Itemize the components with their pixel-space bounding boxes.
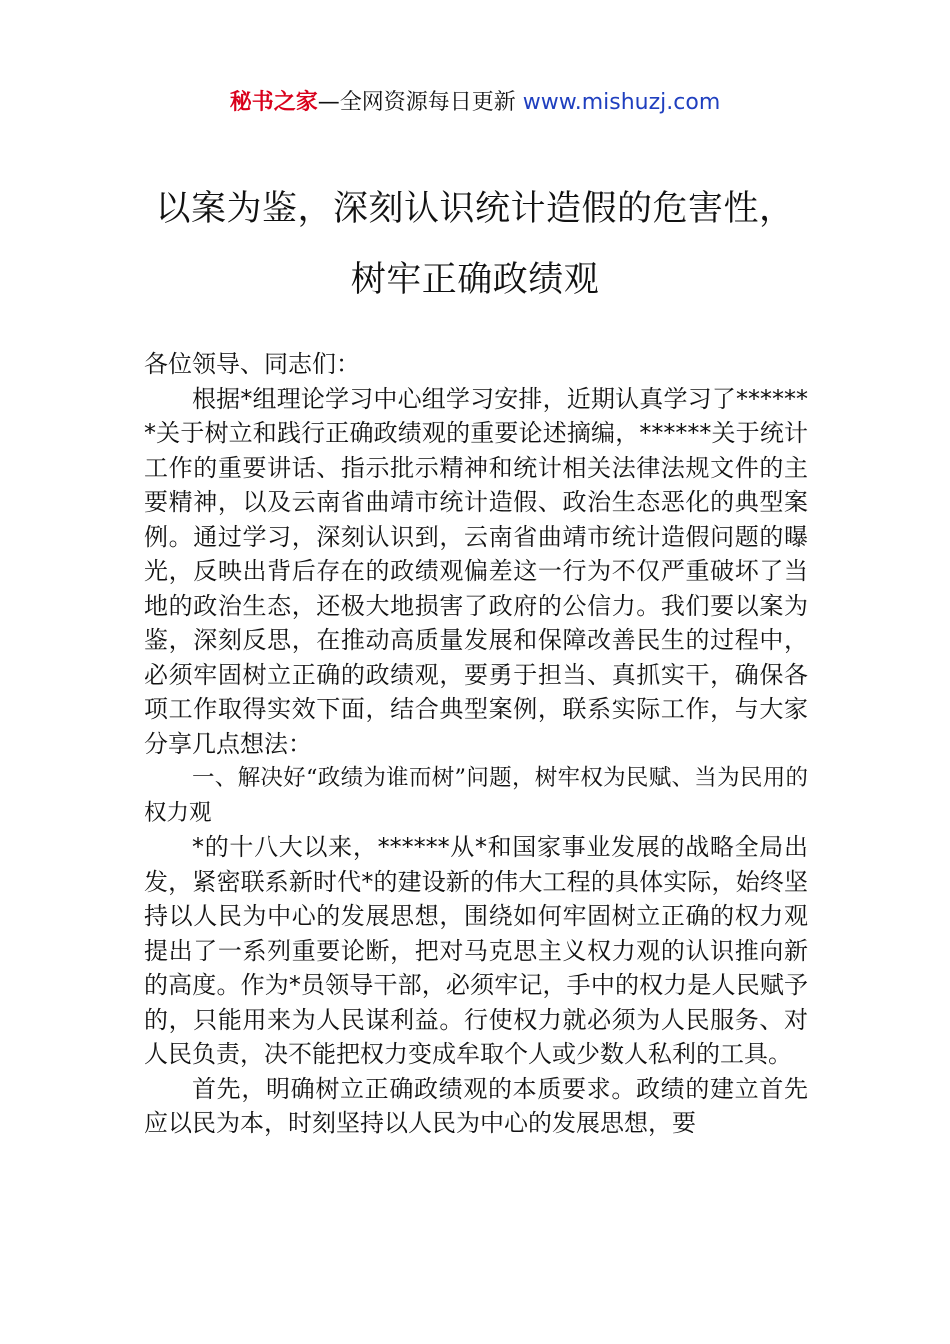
paragraph-section-1: *的十八大以来，******从*和国家事业发展的战略全局出发，紧密联系新时代*的建设新的伟大工程的具体实际，始终坚持以人民为中心的发展思想，围绕如何牢固树立正确的权力观提出了一系列重要论断，把对马克思主义权力观的认识推向新的高度。作为*员领导干部，必须牢记，手中的权力是人民赋予的，只能用来为人民谋利益。行使权力就必须为人民服务、对人民负责，决不能把权力变成牟取个人或少数人私利的工具。: [144, 833, 808, 1068]
document-title-line-1: 以案为鉴，深刻认识统计造假的危害性，: [155, 189, 795, 229]
paragraph-intro: 根据*组理论学习中心组学习安排，近期认真学习了*******关于树立和践行正确政绩观的重要论述摘编，******关于统计工作的重要讲话、指示批示精神和统计相关法律法规文件的主要精神，以及云南省曲靖市统计造假、政治生态恶化的典型案例。通过学习，深刻认识到，云南省曲靖市统计造假问题的曝光，反映出背后存在的政绩观偏差这一行为不仅严重破坏了当地的政治生态，还极大地损害了政府的公信力。我们要以案为鉴，深刻反思，在推动高质量发展和保障改善民生的过程中，必须牢固树立正确的政绩观，要勇于担当、真抓实干，确保各项工作取得实效下面，结合典型案例，联系实际工作，与大家分享几点想法：: [144, 384, 808, 758]
site-url-link[interactable]: www.mishuzj.com: [522, 90, 721, 115]
document-body: [144, 347, 808, 1141]
salutation: 各位领导、同志们：: [144, 350, 360, 378]
site-brand: 秘书之家: [229, 90, 318, 115]
site-slogan: —全网资源每日更新: [317, 90, 523, 115]
document-title-line-2: 树牢正确政绩观: [350, 260, 600, 300]
paragraph-first-point: 首先，明确树立正确政绩观的本质要求。政绩的建立首先应以民为本，时刻坚持以人民为中心的发展思想，要: [144, 1074, 808, 1137]
section-heading-1: 一、解决好“政绩为谁而树”问题，树牢权为民赋、当为民用的权力观: [144, 765, 808, 826]
site-header: [0, 88, 950, 118]
